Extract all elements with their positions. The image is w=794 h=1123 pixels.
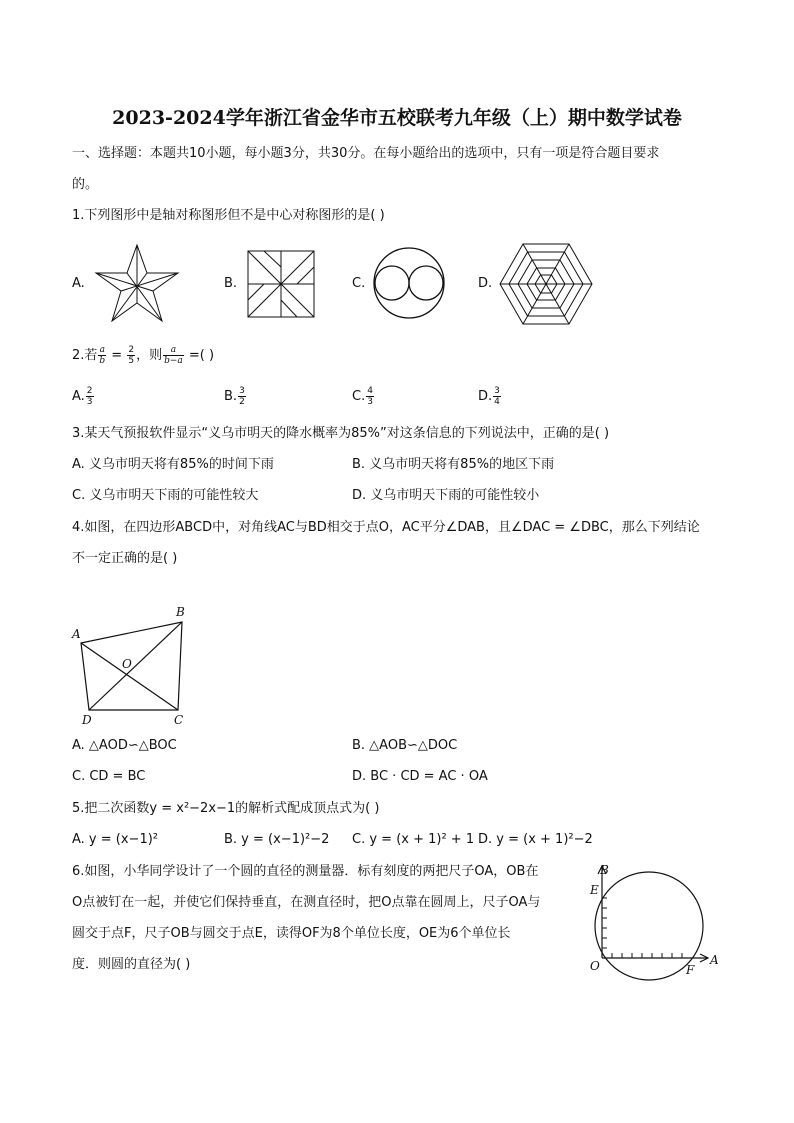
q1-option-b-label: B. [224, 276, 238, 291]
q2-prefix: 2.若 [72, 348, 98, 363]
ruler-ticks [602, 898, 682, 958]
q2-option-c [352, 386, 375, 407]
q2-option-a-num: 2 [86, 386, 93, 396]
q2-given-val-den: 5 [128, 356, 135, 366]
q2-option-a-label: A. [72, 389, 85, 404]
q5-option-b: B. y = (x−1)²−2 [224, 832, 330, 847]
q2-ask-den: b−a [164, 356, 183, 366]
q3-option-c: C. 义乌市明天下雨的可能性较大 [72, 488, 259, 503]
q1-option-c-label: C. [352, 276, 366, 291]
q1-option-a-label: A. [72, 276, 85, 291]
q2-option-b [224, 386, 247, 407]
q3-option-b: B. 义乌市明天将有85%的地区下雨 [352, 457, 555, 472]
q2-option-d-den: 4 [494, 397, 500, 407]
q2-given-num: a [99, 345, 105, 355]
q2-given-den: b [99, 356, 106, 366]
q4-option-c: C. CD = BC [72, 769, 146, 784]
page-title: 2023-2024学年浙江省金华市五校联考九年级（上）期中数学试卷 [112, 107, 682, 129]
pinwheel-figure [247, 250, 315, 318]
q2-option-d-num: 3 [494, 386, 500, 396]
q2-given-val-num: 2 [128, 345, 135, 355]
q2-option-b-label: B. [224, 389, 238, 404]
question-6-line-1: 6.如图，小华同学设计了一个圆的直径的测量器．标有刻度的两把尺子OA，OB在 [72, 864, 539, 879]
point-d-label: D [82, 713, 92, 727]
hexagon-web-figure [498, 242, 594, 326]
q5-option-c: C. y = (x + 1)² + 1 [352, 832, 475, 847]
q2-option-d [478, 386, 502, 407]
q3-option-d: D. 义乌市明天下雨的可能性较小 [352, 488, 540, 503]
ruler-a-label: A [710, 953, 719, 967]
quadrilateral-figure [66, 600, 196, 730]
q5-option-d: D. y = (x + 1)²−2 [478, 832, 593, 847]
question-1-stem: 1.下列图形中是轴对称图形但不是中心对称图形的是( ) [72, 208, 385, 223]
question-4-stem: 4.如图，在四边形ABCD中，对角线AC与BD相交于点O，AC平分∠DAB，且∠DAC = ∠DBC，那么下列结论 [72, 520, 700, 535]
q2-option-d-label: D. [478, 389, 493, 404]
q2-suffix: =( ) [184, 348, 215, 363]
question-3-stem: 3.某天气预报软件显示“义乌市明天的降水概率为85%”对这条信息的下列说法中，正确的是( ) [72, 426, 610, 441]
q2-option-c-label: C. [352, 389, 366, 404]
question-5-stem: 5.把二次函数y = x²−2x−1的解析式配成顶点式为( ) [72, 801, 380, 816]
q2-option-a [72, 386, 95, 407]
question-2-stem [72, 345, 214, 366]
q4-option-b: B. △AOB∽△DOC [352, 738, 458, 753]
q2-ask-num: a [163, 345, 184, 356]
question-6-line-4: 度．则圆的直径为( ) [72, 957, 191, 972]
q3-option-a: A. 义乌市明天将有85%的时间下雨 [72, 457, 274, 472]
circle-measurer-figure [586, 858, 726, 986]
point-o-label: O [122, 657, 132, 671]
question-6-line-3: 圆交于点F，尺子OB与圆交于点E，读得OF为8个单位长度，OE为6个单位长 [72, 926, 511, 941]
point-o-label: O [590, 959, 600, 973]
point-e-label: E [590, 883, 599, 897]
q2-option-c-den: 3 [367, 397, 373, 407]
q2-option-b-num: 3 [239, 386, 245, 396]
section-heading-cont: 的。 [72, 177, 99, 192]
circles-figure [372, 246, 446, 320]
q4-option-a: A. △AOD∽△BOC [72, 738, 177, 753]
point-f-label: F [686, 963, 695, 977]
q1-option-d-label: D. [478, 276, 493, 291]
point-c-label: C [174, 713, 184, 727]
section-heading: 一、选择题：本题共10小题，每小题3分，共30分。在每小题给出的选项中，只有一项是符合题目要求 [72, 146, 660, 161]
question-6-line-2: O点被钉在一起，并使它们保持垂直，在测直径时，把O点靠在圆周上，尺子OA与 [72, 895, 541, 910]
point-a-label: A [72, 627, 81, 641]
q5-option-a: A. y = (x−1)² [72, 832, 158, 847]
q2-option-c-num: 4 [367, 386, 373, 396]
q4-option-d: D. BC · CD = AC · OA [352, 769, 488, 784]
q2-option-a-den: 3 [86, 397, 93, 407]
point-b-label: B [176, 605, 185, 619]
ruler-b-label: B [600, 863, 609, 877]
q2-eq: = [107, 348, 127, 363]
question-4-stem-cont: 不一定正确的是( ) [72, 551, 178, 566]
q2-mid: ，则 [136, 348, 163, 363]
q2-option-b-den: 2 [239, 397, 245, 407]
star-figure [92, 242, 182, 324]
